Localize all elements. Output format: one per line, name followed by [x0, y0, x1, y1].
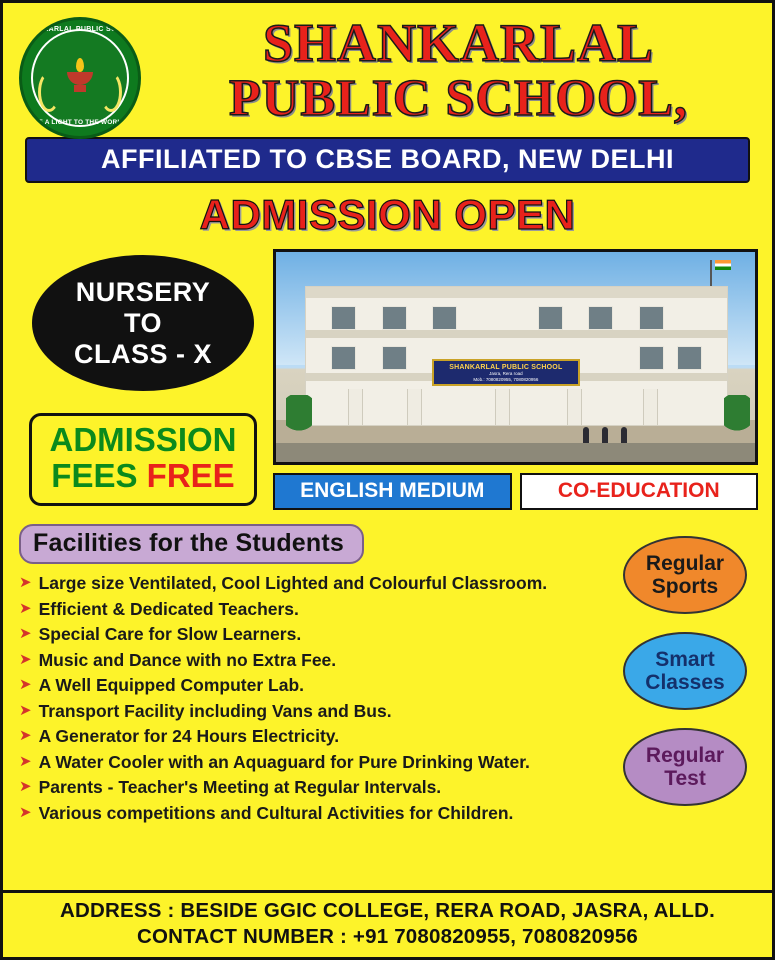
- class-range-line-3: CLASS - X: [73, 338, 212, 369]
- list-item: [19, 725, 610, 747]
- lamp-base-icon: [74, 85, 86, 92]
- list-item-label: A Generator for 24 Hours Electricity.: [38, 726, 340, 746]
- list-item-label: Music and Dance with no Extra Fee.: [38, 649, 337, 670]
- school-name-line-2: PUBLIC SCHOOL,: [229, 70, 688, 127]
- facilities-title: Facilities for the Students: [19, 524, 364, 564]
- list-item-label: Transport Facility including Vans and Bus.: [38, 700, 392, 721]
- list-item: [19, 674, 610, 696]
- logo-emblem-icon: [19, 17, 141, 139]
- list-item: [19, 598, 610, 620]
- arrow-icon: ➤: [19, 727, 32, 744]
- arrow-icon: ➤: [19, 803, 32, 821]
- arrow-icon: ➤: [19, 778, 32, 795]
- fees-free-highlight: FREE: [146, 457, 235, 494]
- highlight-badges: [610, 524, 760, 827]
- left-column: [25, 249, 261, 510]
- list-item: [19, 572, 610, 594]
- badge-line-1: Regular: [645, 552, 725, 575]
- badge-regular-sports: [623, 536, 747, 614]
- list-item: [19, 776, 610, 798]
- tag-co-education: CO-EDUCATION: [520, 473, 759, 510]
- tag-english-medium: ENGLISH MEDIUM: [273, 473, 512, 510]
- badge-line-2: Classes: [645, 671, 725, 694]
- badge-line-2: Sports: [651, 575, 719, 598]
- poster-footer: [3, 890, 772, 957]
- class-range-line-2: TO: [123, 307, 162, 338]
- building-signboard: [432, 359, 579, 387]
- right-column: [273, 249, 758, 510]
- laurel-right-icon: [100, 72, 122, 112]
- list-item-label: Efficient & Dedicated Teachers.: [38, 598, 299, 619]
- poster-header: [3, 3, 772, 129]
- laurel-left-icon: [38, 72, 60, 112]
- fees-line-2: [32, 458, 254, 494]
- school-logo: [9, 9, 149, 129]
- list-item-label: Various competitions and Cultural Activities for Children.: [38, 802, 514, 823]
- building-floor-band-1: [306, 330, 728, 338]
- list-item: [19, 623, 610, 645]
- list-item-label: Parents - Teacher's Meeting at Regular Intervals.: [38, 777, 442, 797]
- affiliation-text: AFFILIATED TO CBSE BOARD, NEW DELHI: [101, 144, 674, 174]
- badge-smart-classes: [623, 632, 747, 710]
- list-item: [19, 802, 610, 824]
- contact-text: CONTACT NUMBER : +91 7080820955, 7080820956: [136, 925, 639, 948]
- list-item-label: A Well Equipped Computer Lab.: [38, 675, 305, 695]
- badge-line-1: Smart: [655, 648, 715, 671]
- lamp-flame-icon: [76, 58, 84, 72]
- list-item: [19, 649, 610, 671]
- school-building: [305, 286, 729, 427]
- arrow-icon: ➤: [19, 574, 32, 591]
- arrow-icon: ➤: [19, 701, 32, 719]
- arrow-icon: ➤: [19, 650, 32, 668]
- badge-line-1: Regular: [645, 744, 725, 767]
- photo-road: [276, 443, 755, 462]
- signboard-sub-1: Jasra, Rera road: [489, 370, 523, 376]
- list-item: [19, 751, 610, 773]
- building-roof: [306, 287, 728, 298]
- feature-tag-row: [273, 473, 758, 510]
- list-item-label: A Water Cooler with an Aquaguard for Pure Drinking Water.: [38, 751, 530, 772]
- logo-top-text: SHANKARLAL PUBLIC SCHOOL: [22, 26, 138, 33]
- logo-motto-text: BE A LIGHT TO THE WORLD: [33, 119, 127, 126]
- fees-label: FEES: [51, 457, 138, 494]
- facilities-section: [3, 524, 772, 827]
- list-item-label: Special Care for Slow Learners.: [38, 624, 302, 644]
- lamp-body-icon: [67, 72, 93, 85]
- facilities-main: [19, 524, 610, 827]
- affiliation-banner: [25, 137, 750, 183]
- badge-line-2: Test: [664, 767, 706, 790]
- lamp-icon: [63, 58, 97, 98]
- admission-fees-box: [29, 413, 257, 506]
- address-text: ADDRESS : BESIDE GGIC COLLEGE, RERA ROAD, JASRA, ALLD.: [59, 899, 716, 922]
- signboard-title: SHANKARLAL PUBLIC SCHOOL: [449, 363, 563, 371]
- admission-open-headline: ADMISSION OPEN: [199, 191, 576, 238]
- middle-section: [3, 249, 772, 510]
- arrow-icon: ➤: [19, 625, 32, 642]
- arrow-icon: ➤: [19, 599, 32, 617]
- class-range-badge: [32, 255, 254, 391]
- indian-flag-icon: [715, 260, 731, 270]
- signboard-sub-2: Mob.: 7080820955, 7080820956: [473, 376, 539, 382]
- class-range-line-1: NURSERY: [75, 276, 211, 307]
- facilities-list: [19, 572, 610, 824]
- arrow-icon: ➤: [19, 676, 32, 693]
- page-title: [149, 9, 768, 127]
- list-item-label: Large size Ventilated, Cool Lighted and Colourful Classroom.: [38, 573, 548, 593]
- school-building-photo: [273, 249, 758, 465]
- arrow-icon: ➤: [19, 752, 32, 770]
- fees-line-1: ADMISSION: [49, 421, 237, 458]
- list-item: [19, 700, 610, 722]
- school-name-line-1: SHANKARLAL: [262, 13, 655, 73]
- badge-regular-test: [623, 728, 747, 806]
